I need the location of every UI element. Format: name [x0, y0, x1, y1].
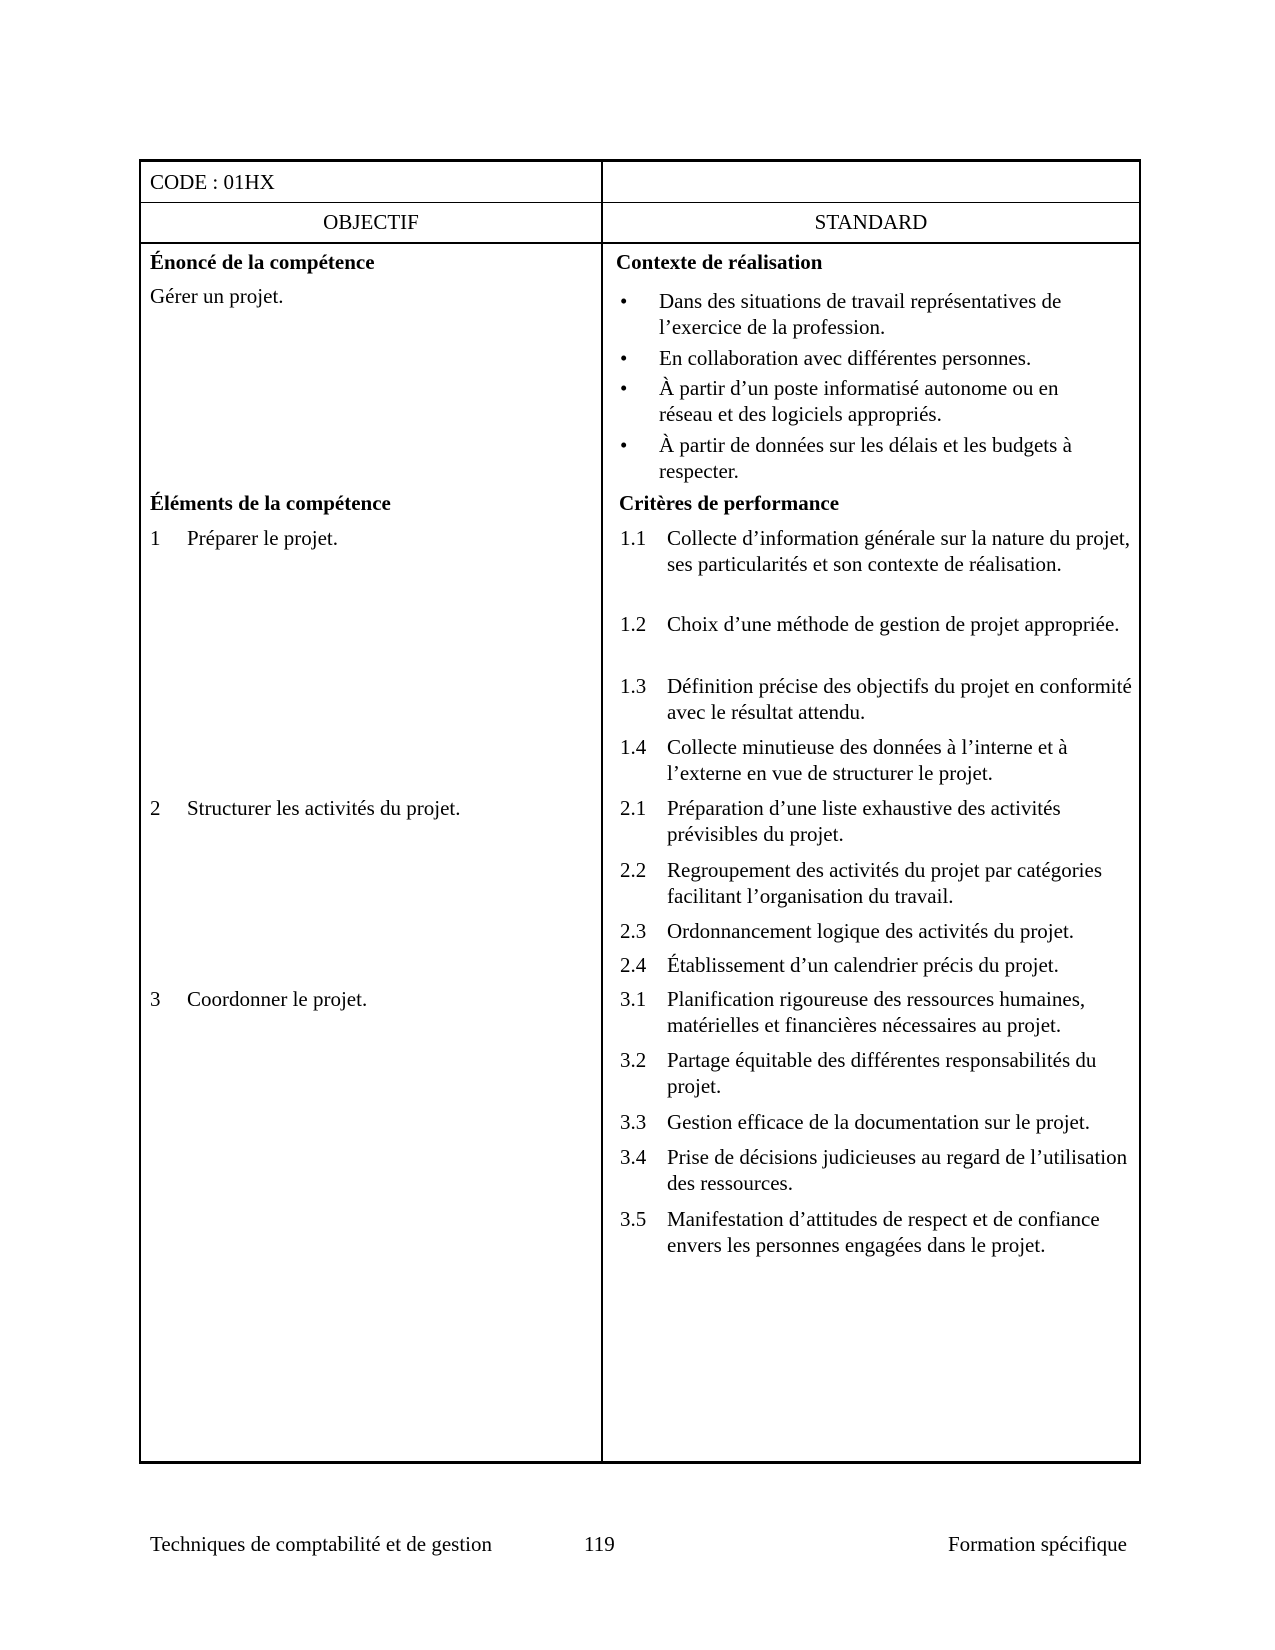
contexte-title: Contexte de réalisation [616, 250, 823, 274]
bullet-icon: • [620, 289, 628, 313]
enonce-title: Énoncé de la compétence [150, 250, 375, 274]
elements-title: Éléments de la compétence [150, 491, 391, 515]
table-left-border [139, 159, 141, 1464]
code-label: CODE : 01HX [150, 170, 275, 194]
bullet-icon: • [620, 433, 628, 457]
column-divider [601, 159, 603, 1464]
header-objectif: OBJECTIF [323, 210, 419, 234]
page-number: 119 [584, 1532, 615, 1556]
row-divider [139, 202, 1141, 203]
table-top-border [139, 159, 1141, 162]
row-divider [139, 242, 1141, 244]
footer-section: Formation spécifique [947, 1532, 1127, 1556]
table-bottom-border [139, 1461, 1141, 1464]
bullet-icon: • [620, 376, 628, 400]
criteres-title: Critères de performance [619, 491, 840, 515]
enonce-text: Gérer un projet. [150, 284, 284, 308]
bullet-icon: • [620, 346, 628, 370]
header-standard: STANDARD [814, 210, 928, 234]
footer-program: Techniques de comptabilité et de gestion [150, 1532, 493, 1556]
